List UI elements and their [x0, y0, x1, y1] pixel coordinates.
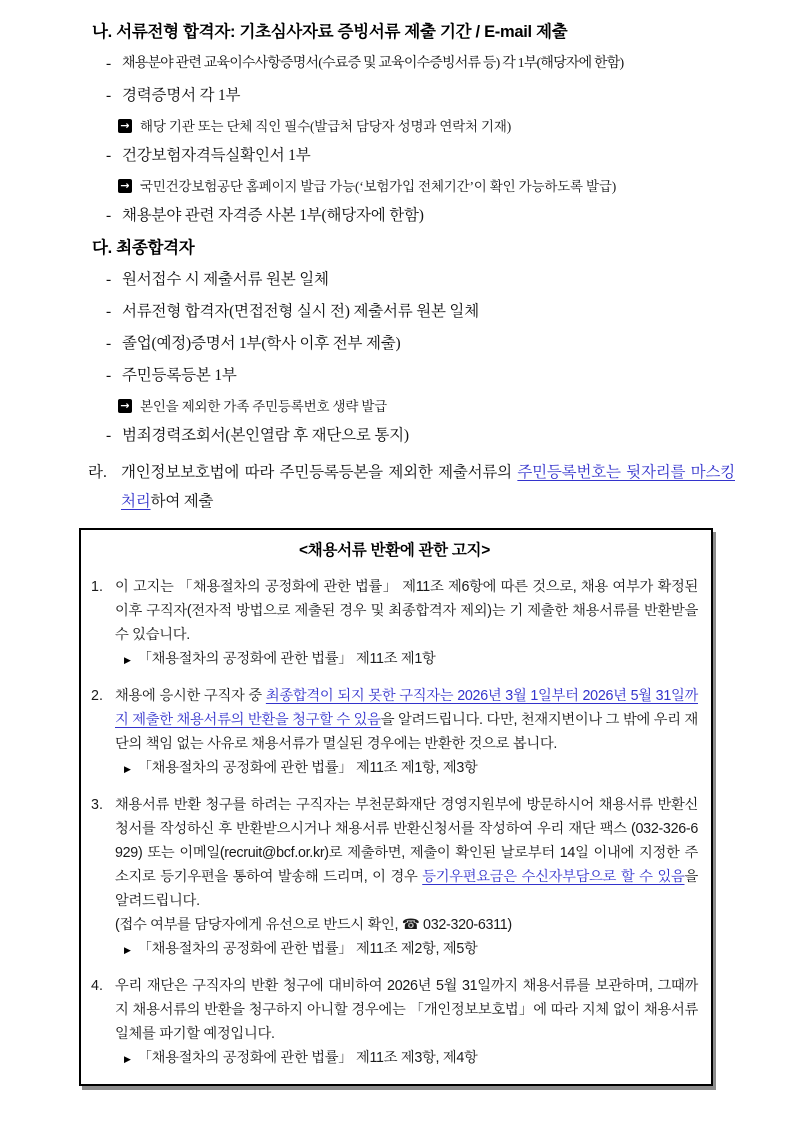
notice-item-3	[91, 793, 698, 963]
list-item-text: 서류전형 합격자(면접전형 실시 전) 제출서류 원본 일체	[122, 303, 479, 320]
item-number: 3.	[91, 797, 103, 813]
list-item-text: 경력증명서 각 1부	[122, 87, 241, 104]
dash-bullet: -	[106, 87, 112, 104]
list-item	[106, 302, 735, 322]
list-item	[106, 146, 735, 166]
dash-bullet: -	[106, 147, 112, 164]
notice-item-1	[91, 575, 698, 673]
list-item-text: 범죄경력조회서(본인열람 후 재단으로 통지)	[122, 427, 409, 444]
dash-bullet: -	[106, 335, 112, 352]
list-item	[106, 86, 735, 106]
item-body	[115, 974, 698, 1072]
list-item-text: 국민건강보험공단 홈페이지 발급 가능(‘보험가입 전체기간’이 확인 가능하도록 발급)	[140, 179, 617, 194]
list-item-text: 본인을 제외한 가족 주민등록번호 생략 발급	[140, 399, 388, 414]
text-segment: 우리 재단은 구직자의 반환 청구에 대비하여 2026년 5월 31일까지 채용서류를 보관하며, 그때까지 채용서류의 반환을 청구하지 아니할 경우에는 「개인정보보호법」에 따라 지체 없이 채용서류 일체를 파기할 예정입니다.	[115, 978, 698, 1042]
paragraph-ra-text	[121, 458, 735, 516]
list-item	[106, 426, 735, 446]
dash-bullet: -	[106, 303, 112, 320]
inline-link-text[interactable]: 최종합격이 되지 못한 구직자는 2026년 3월 1일부터 2026년 5월 31일까지 제출한 채용서류의 반환을 청구할 수 있음	[115, 688, 698, 728]
list-subitem	[118, 398, 735, 415]
triangle-bullet-icon: ▶	[124, 765, 131, 775]
list-item-text: 채용분야 관련 자격증 사본 1부(해당자에 한함)	[122, 207, 424, 224]
list-item	[106, 334, 735, 354]
heading-da: 다. 최종합격자	[92, 239, 195, 257]
dash-bullet: -	[106, 271, 112, 288]
law-reference-text: 「채용절차의 공정화에 관한 법률」 제11조 제2항, 제5항	[137, 941, 478, 957]
list-subitem	[118, 118, 735, 135]
list-item	[106, 270, 735, 290]
item-body	[115, 793, 698, 963]
list-item-text: 채용분야 관련 교육이수사항증명서(수료증 및 교육이수증빙서류 등) 각 1부(해당자에 한함)	[122, 56, 624, 71]
item-number: 4.	[91, 978, 103, 994]
triangle-bullet-icon: ▶	[124, 946, 131, 956]
item-paragraph	[115, 793, 698, 913]
text-segment: 하여 제출	[150, 493, 214, 510]
dash-bullet: -	[106, 367, 112, 384]
law-reference-text: 「채용절차의 공정화에 관한 법률」 제11조 제1항, 제3항	[137, 760, 478, 776]
phone-note: (접수 여부를 담당자에게 유선으로 반드시 확인, ☎ 032-320-6311)	[115, 917, 512, 933]
inline-link-text[interactable]: 주민등록번호는 뒷자리를 마스킹 처리	[121, 464, 735, 510]
text-segment: 을 알려드립니다. 다만, 천재지변이나 그 밖에 우리 재단의 책임 없는 사유로 채용서류가 멸실된 경우에는 반환한 것으로 봅니다.	[115, 712, 698, 752]
text-segment: 을 알려드립니다.	[115, 869, 698, 909]
paragraph-ra-label: 라.	[88, 464, 107, 481]
list-item-text: 졸업(예정)증명서 1부(학사 이후 전부 제출)	[122, 335, 401, 352]
text-segment: 채용서류 반환 청구를 하려는 구직자는 부천문화재단 경영지원부에 방문하시어 채용서류 반환신청서를 작성하신 후 반환받으시거나 채용서류 반환신청서를 작성하여 우리 재단 팩스 (032-326-6929) 또는 이메일(recruit@bcf.or.kr)로 제출하면, 제출이 확인된 날로부터 14일 이내에 지정한 주소지로 등기우편을 통하여 발송해 드리며, 이 경우	[115, 797, 698, 885]
dash-bullet: -	[106, 55, 112, 72]
notice-item-4	[91, 974, 698, 1072]
dash-bullet: -	[106, 207, 112, 224]
list-item-text: 건강보험자격득실확인서 1부	[122, 147, 311, 164]
law-reference	[115, 756, 698, 782]
dash-bullet: -	[106, 427, 112, 444]
law-reference	[115, 1046, 698, 1072]
item-body	[115, 575, 698, 673]
arrow-bullet-icon: →	[118, 119, 132, 133]
notice-item-2	[91, 684, 698, 782]
item-paragraph	[115, 575, 698, 647]
list-item-text: 주민등록등본 1부	[122, 367, 237, 384]
item-paragraph	[115, 684, 698, 756]
item-paragraph	[115, 974, 698, 1046]
law-reference-text: 「채용절차의 공정화에 관한 법률」 제11조 제1항	[137, 651, 436, 667]
notice-box-title: <채용서류 반환에 관한 고지>	[299, 542, 490, 559]
item-number: 1.	[91, 579, 103, 595]
law-reference	[115, 937, 698, 963]
list-item	[106, 54, 735, 74]
text-segment: 채용에 응시한 구직자 중	[115, 688, 266, 704]
list-item	[106, 366, 735, 386]
list-item-text: 원서접수 시 제출서류 원본 일체	[122, 271, 329, 288]
arrow-bullet-icon: →	[118, 179, 132, 193]
list-item	[106, 206, 735, 226]
item-body	[115, 684, 698, 782]
list-subitem	[118, 178, 735, 195]
item-number: 2.	[91, 688, 103, 704]
list-item-text: 해당 기관 또는 단체 직인 필수(발급처 담당자 성명과 연락처 기재)	[140, 119, 512, 134]
law-reference-text: 「채용절차의 공정화에 관한 법률」 제11조 제3항, 제4항	[137, 1050, 478, 1066]
triangle-bullet-icon: ▶	[124, 656, 131, 666]
paragraph-ra	[88, 458, 735, 516]
notice-box	[79, 528, 713, 1086]
law-reference	[115, 647, 698, 673]
text-segment: 개인정보보호법에 따라 주민등록등본을 제외한 제출서류의	[121, 464, 518, 481]
heading-na: 나. 서류전형 합격자: 기초심사자료 증빙서류 제출 기간 / E-mail 제출	[92, 23, 568, 41]
arrow-bullet-icon: →	[118, 399, 132, 413]
outer-section	[0, 0, 793, 516]
triangle-bullet-icon: ▶	[124, 1055, 131, 1065]
text-segment: 이 고지는 「채용절차의 공정화에 관한 법률」 제11조 제6항에 따른 것으로, 채용 여부가 확정된 이후 구직자(전자적 방법으로 제출된 경우 및 최종합격자 제외)는 기 제출한 채용서류를 반환받을 수 있습니다.	[115, 579, 698, 643]
inline-link-text[interactable]: 등기우편요금은 수신자부담으로 할 수 있음	[422, 869, 685, 885]
